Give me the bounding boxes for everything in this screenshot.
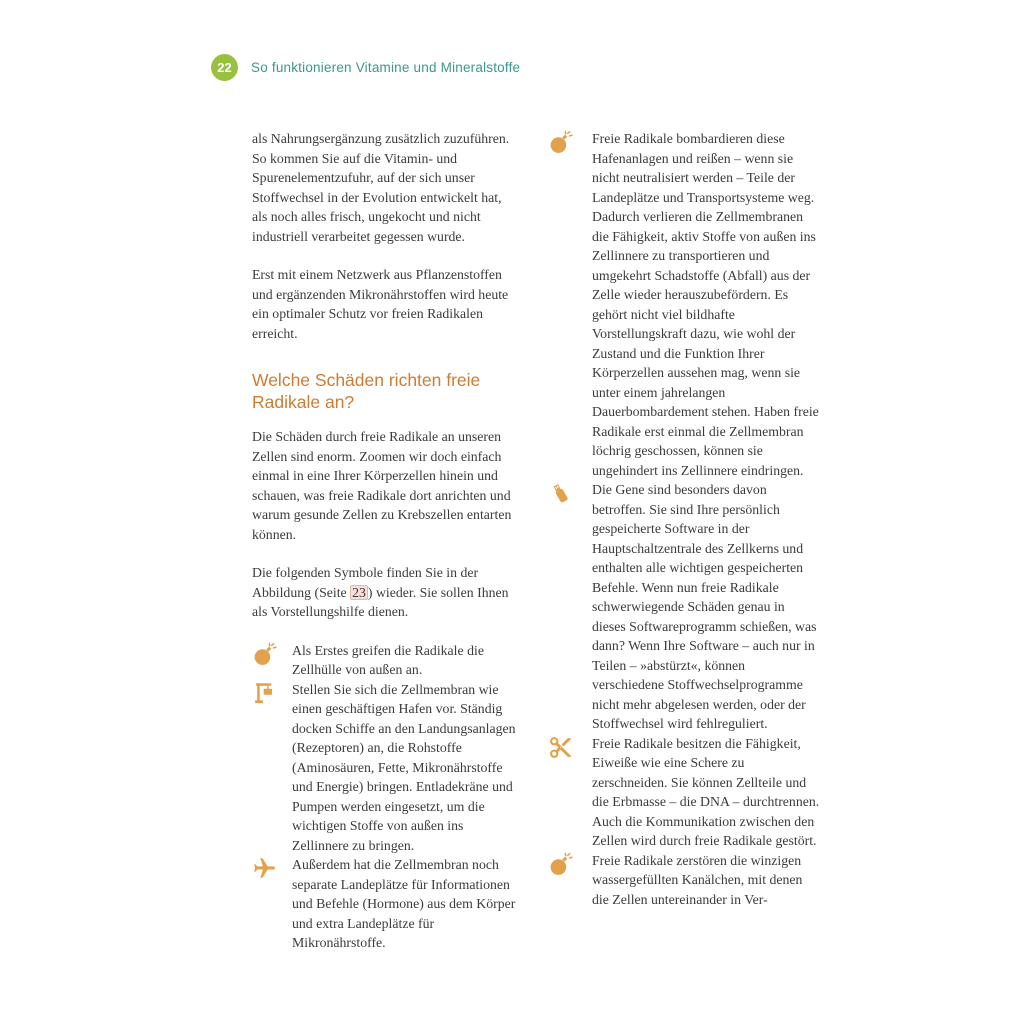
page-number-badge [211,54,238,81]
airplane-icon [252,855,292,881]
left-column [252,129,518,953]
list-item [252,855,518,953]
item-text: Stellen Sie sich die Zellmembran wie einen geschäftigen Hafen vor. Ständig docken Schiffe an den Landungsanlagen (Rezeptoren) an, die Rohstoffe (Aminosäuren, Fette, Mikronährstoffe und Energie) bringen. Entladekräne und Pumpen werden eingesetzt, um die wichtigen Stoffe von außen ins Zellinnere zu bringen. [292,681,516,853]
two-column-layout [252,129,820,953]
bomb-icon [252,641,292,667]
paragraph: als Nahrungsergänzung zusätzlich zuzuführen. So kommen Sie auf die Vitamin- und Spurenelementzufuhr, auf der sich unser Stoffwechsel in der Evolution entwickelt hat, als noch alles frisch, ungekocht und nicht industriell verarbeitet gegessen wurde. [252,131,510,244]
symbols-note-text-after: ) wieder. Sie sollen Ihnen als Vorstellungshilfe dienen. [252,584,509,619]
list-item [548,851,820,910]
item-text: Die Gene sind besonders davon betroffen. Sie sind Ihre persönlich gespeicherte Software in der Hauptschaltzentrale des Zellkerns und enthalten alle wichtigen gespeicherten Befehle. Wenn nun freie Radikale schwerwiegende Schäden genau in dieses Softwareprogramm schießen, was dann? Wenn Ihre Software – auch nur in Teilen – »abstürzt«, können verschiedene Stoffwechselprogramme nicht mehr abgelesen werden, oder der Stoffwechsel wird fehlreguliert. [592,482,817,731]
section-heading: Welche Schäden richten freie Radikale an? [252,370,481,412]
crane-icon [252,680,292,706]
page-reference: 23 [352,584,366,600]
right-column [548,129,820,953]
list-item [252,641,518,680]
item-text: Freie Radikale zerstören die winzigen wassergefüllten Kanälchen, mit denen die Zellen untereinander in Ver- [592,852,803,907]
item-text: Als Erstes greifen die Radikale die Zellhülle von außen an. [292,642,484,677]
scissors-icon [548,734,592,760]
list-item [548,734,820,851]
paragraph: Die Schäden durch freie Radikale an unseren Zellen sind enorm. Zoomen wir doch einfach einmal in eine Ihrer Körperzellen hinein und schauen, was freie Radikale dort anrichten und warum gesunde Zellen zu Krebszellen entarten können. [252,429,512,542]
page-header [211,54,520,81]
bomb-icon [548,851,592,877]
page-number: 22 [217,60,232,75]
usb-stick-icon [548,480,592,506]
chapter-title: So funktionieren Vitamine und Mineralstoffe [251,60,521,75]
item-text: Freie Radikale besitzen die Fähigkeit, Eiweiße wie eine Schere zu zerschneiden. Sie können Zellteile und die Erbmasse – die DNA – durchtrennen. Auch die Kommunikation zwischen den Zellen wird durch freie Radikale gestört. [592,735,820,848]
bomb-icon [548,129,592,155]
list-item [548,129,820,480]
item-text: Außerdem hat die Zellmembran noch separate Landeplätze für Informationen und Befehle (Hormone) aus dem Körper und extra Landeplätze für Mikronährstoffe. [292,857,516,950]
list-item [548,480,820,734]
item-text: Freie Radikale bombardieren diese Hafenanlagen und reißen – wenn sie nicht neutralisiert werden – Teile der Landeplätze und Transportsysteme weg. Dadurch verlieren die Zellmembranen die Fähigkeit, aktiv Stoffe von außen ins Zellinnere zu transportieren und umgekehrt Schadstoffe (Abfall) aus der Zelle wieder herauszubefördern. Es gehört nicht viel bildhafte Vorstellungskraft dazu, wie wohl der Zustand und die Funktion Ihrer Körperzellen aussehen mag, wenn sie unter einem jahrelangen Dauerbombardement stehen. Haben freie Radikale erst einmal die Zellmembran löchrig geschossen, können sie ungehindert ins Zellinnere eindringen. [592,131,819,478]
paragraph: Erst mit einem Netzwerk aus Pflanzenstoffen und ergänzenden Mikronährstoffen wird heute ein optimaler Schutz vor freien Radikalen erreicht. [252,267,509,341]
symbols-note-text-before: Die folgenden Symbole finden Sie in der Abbildung (Seite [252,565,479,600]
symbols-note-paragraph [252,563,518,622]
list-item [252,680,518,856]
